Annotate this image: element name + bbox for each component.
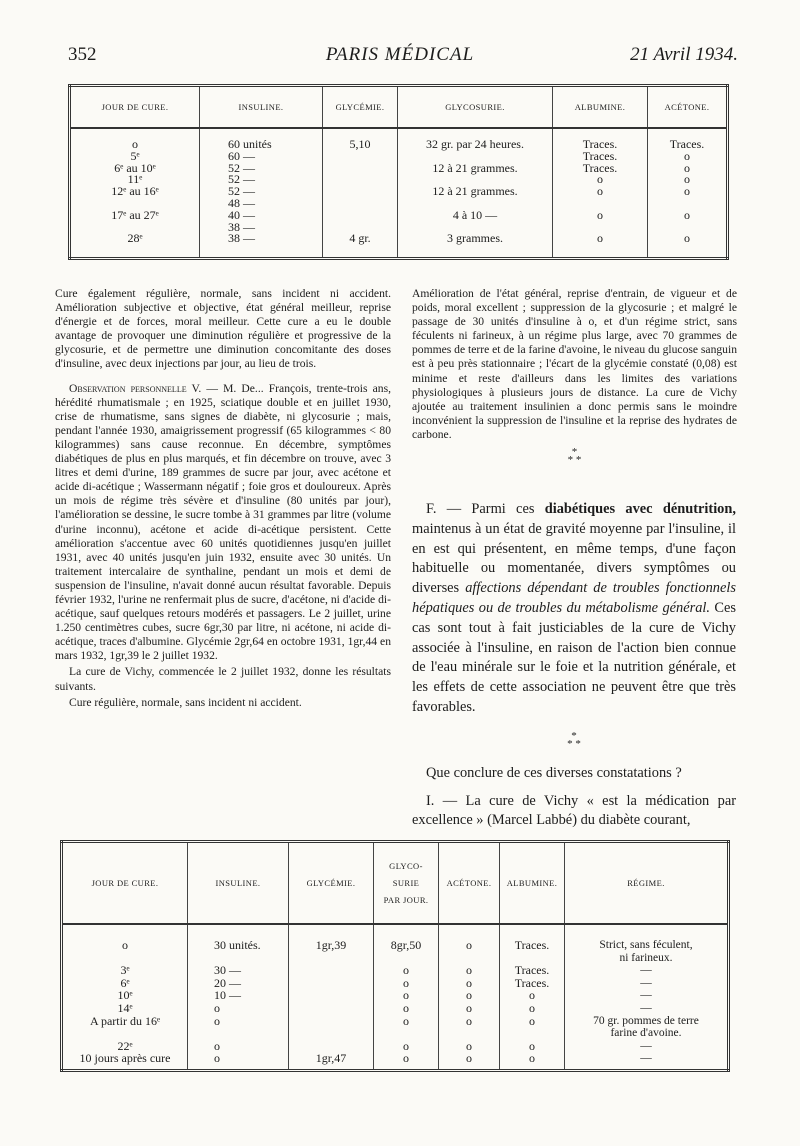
- section-f: [412, 500, 736, 718]
- table2-cell: [375, 1027, 437, 1040]
- table1-cell: o: [684, 148, 690, 163]
- table1-cell: o: [684, 172, 690, 187]
- right-paragraph-1: Amélioration de l'état général, reprise d'entrain, de vigueur et de poids, moral excellent ; suppression de la glycosurie ; et malgré le passage de 30 unités d'insuline à o, et d'un régime strict, sans féculents ni farineux, à un régime plus large, avec 70 grammes de pommes de terre et de la farine d'avoine, le niveau du glucose sanguin est à peu près stationnaire ; l'écart de la glycémie constaté (0,08) est minime et reste d'ailleurs dans les limites des variations physiologiques à plusieurs jours de distance. La cure de Vichy ajoutée au traitement insulinien a donc permis sans le moindre inconvénient la suppression de l'insuline et la reprise des hydrates de carbone.: [412, 287, 737, 441]
- t2-col-jour: [62, 924, 188, 1071]
- table1-cell: 28ᵉ: [127, 231, 143, 246]
- table2-cell: —: [640, 964, 652, 977]
- table2-cell: o: [466, 1051, 472, 1066]
- t1-col-glycemie: [323, 128, 398, 259]
- t1-col-header: ACÉTONE.: [648, 86, 728, 129]
- table1-cell: 60 unités: [228, 137, 272, 151]
- t2-col-header: RÉGIME.: [565, 842, 729, 925]
- table2-cell: o: [466, 1000, 472, 1015]
- asterism-1: * * *: [567, 446, 582, 467]
- table1-cell: o: [684, 207, 690, 222]
- table2-cell: 6ᵉ: [120, 975, 130, 990]
- table1-cell: o: [684, 184, 690, 199]
- insulin-cure-table-2: [60, 840, 730, 1072]
- table2-cell: o: [214, 1051, 220, 1066]
- table2-cell: [64, 1027, 186, 1040]
- table1-cell: o: [684, 231, 690, 246]
- t1-col-acetone: [648, 128, 728, 259]
- table1-cell: 12 à 21 grammes.: [432, 184, 518, 199]
- table2-cell: [290, 1002, 372, 1015]
- t1-col-header: JOUR DE CURE.: [70, 86, 200, 129]
- t2-col-header: INSULINE.: [188, 842, 289, 925]
- table1-cell: 12 à 21 grammes.: [432, 160, 518, 175]
- table2-cell: 22ᵉ: [117, 1038, 133, 1053]
- t1-col-albumine: [553, 128, 648, 259]
- table2-cell: o: [403, 1013, 409, 1028]
- table2-cell: o: [403, 975, 409, 990]
- t2-col-acetone: [439, 924, 500, 1071]
- table1-cell: 48 —: [228, 195, 255, 210]
- table1-cell: 52 —: [228, 172, 255, 187]
- table2-cell: o: [529, 1038, 535, 1053]
- table2-cell: 10ᵉ: [117, 988, 133, 1003]
- table1-cell: 4 gr.: [349, 231, 371, 246]
- t1-col-header: ALBUMINE.: [553, 86, 648, 129]
- table1-cell: Traces.: [582, 160, 618, 175]
- table2-cell: 3ᵉ: [120, 963, 130, 978]
- table1-cell: 17ᵉ au 27ᵉ: [111, 207, 159, 222]
- table2-cell: 20 —: [214, 975, 241, 990]
- t2-col-header: GLYCO- SURIE PAR JOUR.: [374, 842, 439, 925]
- table1-cell: 5,10: [349, 137, 371, 151]
- conclusion-question: Que conclure de ces diverses constatations ?: [426, 764, 682, 781]
- table1-cell: o: [132, 137, 138, 151]
- left-paragraph-3: La cure de Vichy, commencée le 2 juillet 1932, donne les résultats suivants.: [55, 665, 391, 693]
- table2-cell: Strict, sans féculent,: [599, 939, 693, 951]
- table1-cell: 52 —: [228, 184, 255, 199]
- table1-cell: Traces.: [669, 137, 705, 151]
- issue-date: 21 Avril 1934.: [630, 44, 738, 65]
- table1-cell: 52 —: [228, 160, 255, 175]
- t2-col-header: ALBUMINE.: [500, 842, 565, 925]
- table2-cell: 70 gr. pommes de terre: [593, 1014, 699, 1027]
- table2-cell: farine d'avoine.: [610, 1027, 682, 1040]
- table2-cell: 10 jours après cure: [79, 1051, 171, 1066]
- table1-cell: 5ᵉ: [130, 148, 140, 163]
- table1-cell: o: [597, 172, 603, 187]
- table2-cell: [214, 1027, 287, 1040]
- t1-col-header: GLYCOSURIE.: [398, 86, 553, 129]
- table2-cell: 1gr,39: [315, 938, 347, 952]
- section-f-text-2: Ces cas sont tout à fait justiciables de la cure de Vichy associée à l'insuline, en raison de l'action bien connue de l'eau minérale sur le foie et la nutrition générale, et les effets de cette association ne peuvent être que très favorables.: [412, 599, 736, 715]
- page-number: 352: [68, 44, 97, 65]
- table2-cell: o: [529, 1051, 535, 1066]
- table1-cell: 40 —: [228, 207, 255, 222]
- table1-cell: 11ᵉ: [127, 172, 143, 187]
- t2-col-albumine: [500, 924, 565, 1071]
- table2-cell: ni farineux.: [619, 951, 673, 964]
- table1-cell: 4 à 10 —: [452, 207, 498, 222]
- t2-col-glycemie: [289, 924, 374, 1071]
- table1-cell: o: [597, 184, 603, 199]
- journal-title: PARIS MÉDICAL: [325, 44, 475, 65]
- table2-cell: o: [403, 1000, 409, 1015]
- table2-cell: 30 —: [214, 963, 241, 978]
- right-column-top: [412, 287, 737, 474]
- table1-cell: 6ᵉ au 10ᵉ: [114, 160, 156, 175]
- t2-col-header: JOUR DE CURE.: [62, 842, 188, 925]
- table2-cell: A partir du 16ᵉ: [89, 1013, 161, 1028]
- table2-cell: [440, 1027, 498, 1040]
- table2-cell: [290, 1027, 372, 1040]
- section-f-italic: affections dépendant de troubles fonctionnels hépatiques ou de troubles du métabolisme général.: [412, 580, 736, 616]
- table1-cell: 38 —: [228, 231, 255, 246]
- insulin-cure-table-1: [68, 84, 729, 260]
- t2-col-insuline: [188, 924, 289, 1071]
- left-paragraph-1: Cure également régulière, normale, sans incident ni accident. Amélioration subjective et objective, état général meilleur, reprise d'énergie et de forces, moral meilleur. Cette cure a eu le double avantage de provoquer une diminution régulière et progressive de la glycosurie, et de permettre une diminution concomitante des doses d'insuline, avec deux injections par jour, au lieu de trois.: [55, 287, 391, 371]
- t1-col-header: INSULINE.: [200, 86, 323, 129]
- table1-cell: 32 gr. par 24 heures.: [426, 137, 524, 151]
- asterism-2: * * *: [567, 729, 581, 750]
- table2-cell: —: [640, 989, 652, 1002]
- table1-cell: o: [597, 231, 603, 246]
- t1-col-glycosurie: [398, 128, 553, 259]
- t1-col-jour: [70, 128, 200, 259]
- section-f-bold: diabétiques avec dénutrition,: [544, 501, 736, 517]
- conclusion-paragraph: I. — La cure de Vichy « est la médication par excellence » (Marcel Labbé) du diabète courant,: [412, 792, 736, 829]
- t2-col-header: ACÉTONE.: [439, 842, 500, 925]
- observation-v: [55, 382, 391, 664]
- left-paragraph-4: Cure régulière, normale, sans incident ni accident.: [69, 695, 302, 709]
- table2-cell: Traces.: [514, 975, 550, 990]
- table2-cell: 1gr,47: [315, 1051, 347, 1066]
- table2-cell: o: [466, 938, 472, 952]
- table2-cell: o: [403, 1051, 409, 1066]
- section-f-text-1: maintenus à un état de gravité moyenne par l'insuline, il en est qui présentent, en même temps, d'une façon habituelle ou momentanée, divers symptômes ou diverses: [412, 520, 736, 597]
- table2-cell: 30 unités.: [214, 938, 261, 952]
- table2-cell: o: [466, 1038, 472, 1053]
- t2-col-regime: [565, 924, 729, 1071]
- table2-cell: Traces.: [514, 963, 550, 978]
- left-column: [55, 287, 391, 712]
- table1-cell: 60 —: [228, 148, 255, 163]
- table2-cell: o: [529, 1013, 535, 1028]
- table2-cell: o: [403, 963, 409, 978]
- table2-cell: [290, 964, 372, 977]
- table2-cell: o: [214, 1038, 220, 1053]
- table2-cell: 10 —: [214, 988, 241, 1003]
- table2-cell: —: [640, 976, 652, 989]
- table2-cell: o: [403, 1038, 409, 1053]
- table2-cell: —: [640, 1052, 652, 1065]
- observation-label: Observation personnelle V.: [69, 381, 202, 395]
- table2-cell: o: [466, 975, 472, 990]
- t1-col-header: GLYCÉMIE.: [323, 86, 398, 129]
- table2-cell: o: [529, 988, 535, 1003]
- table2-cell: o: [122, 938, 128, 952]
- table2-cell: —: [640, 1039, 652, 1052]
- t2-col-glycosurie: [374, 924, 439, 1071]
- table1-cell: o: [684, 160, 690, 175]
- section-f-label: F. — Parmi ces: [426, 501, 545, 517]
- table2-cell: 8gr,50: [390, 938, 422, 952]
- table1-cell: Traces.: [582, 137, 618, 151]
- table1-cell: o: [597, 207, 603, 222]
- table2-cell: o: [214, 1000, 220, 1015]
- table1-cell: 12ᵉ au 16ᵉ: [111, 184, 159, 199]
- table2-cell: —: [640, 1001, 652, 1014]
- table2-cell: 14ᵉ: [117, 1000, 133, 1015]
- table1-cell: 3 grammes.: [447, 231, 503, 246]
- table2-cell: o: [403, 988, 409, 1003]
- table2-cell: [501, 1027, 563, 1040]
- table2-cell: o: [466, 963, 472, 978]
- table2-cell: o: [466, 1013, 472, 1028]
- t2-col-header: GLYCÉMIE.: [289, 842, 374, 925]
- table2-cell: Traces.: [514, 938, 550, 952]
- table2-cell: o: [466, 988, 472, 1003]
- t1-col-insuline: [200, 128, 323, 259]
- right-column-large: [412, 500, 736, 831]
- table1-cell: Traces.: [582, 148, 618, 163]
- table2-cell: o: [529, 1000, 535, 1015]
- observation-text: — M. De... François, trente-trois ans, hérédité rhumatismale ; en 1925, sciatique double et en juillet 1930, crise de rhumatisme, sans signes de diabète, ni glycosurie ; mais, pendant l'année 1930, amaigrissement progressif (65 kilogrammes < 80 kilogrammes) sans cause reconnue. En décembre, symptômes diabétiques de plus en plus marqués, et fin décembre on trouve, avec 3 litres et demi d'urine, 189 grammes de sucre par jour, avec acétone et acide di-acétique ; Wassermann négatif ; foie gros et douloureux. Après un mois de régime très sévère et d'insuline (80 unités par jour), l'amélioration se dessine, le sucre tombe à 31 grammes par litre (volume d'urine inconnu), acétone et acide di-acétique persistent. Cette amélioration s'accentue avec 60 unités quotidiennes jusqu'en juillet 1931, avec 40 unités jusqu'en juin 1932, ensuite avec 30 unités. Un traitement intercalaire de synthaline, pendant un mois et demi de suspension de l'insuline, n'avait donné aucun résultat favorable. Depuis février 1932, l'urine ne renfermait plus de sucre, d'acétone, ni d'acide di-acétique, sauf quelques retours modérés et passagers. Le 2 juillet, urine 1.250 centimètres cubes, sucre 6gr,30 par litre, ni acétone, ni acide di-acétique, traces d'albumine. Glycémie 2gr,64 en octobre 1931, 1gr,44 en mars 1932, 1gr,39 le 2 juillet 1932.: [55, 381, 391, 663]
- table1-cell: 38 —: [228, 219, 255, 234]
- table2-cell: o: [214, 1013, 220, 1028]
